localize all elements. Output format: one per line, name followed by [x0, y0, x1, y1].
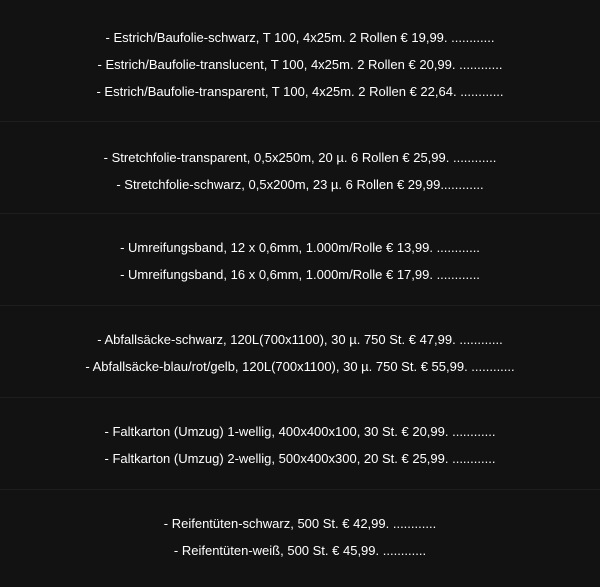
list-item: - Faltkarton (Umzug) 1-wellig, 400x400x100, 30 St. € 20,99. ............: [104, 424, 496, 439]
list-item: - Faltkarton (Umzug) 2-wellig, 500x400x300, 20 St. € 25,99. ............: [104, 451, 496, 466]
product-group-abfallsaecke: [0, 305, 600, 398]
list-item: - Estrich/Baufolie-translucent, T 100, 4x25m. 2 Rollen € 20,99. ............: [97, 57, 503, 72]
list-item: - Reifentüten-schwarz, 500 St. € 42,99. ............: [163, 516, 437, 531]
list-item: - Umreifungsband, 16 x 0,6mm, 1.000m/Rolle € 17,99. ............: [120, 267, 480, 282]
list-item: - Stretchfolie-transparent, 0,5x250m, 20 µ. 6 Rollen € 25,99. ............: [103, 150, 497, 165]
list-item: - Abfallsäcke-blau/rot/gelb, 120L(700x1100), 30 µ. 750 St. € 55,99. ............: [85, 359, 515, 374]
list-item: - Stretchfolie-schwarz, 0,5x200m, 23 µ. 6 Rollen € 29,99............: [116, 177, 484, 192]
list-item: - Abfallsäcke-schwarz, 120L(700x1100), 30 µ. 750 St. € 47,99. ............: [97, 332, 503, 347]
list-item: - Reifentüten-weiß, 500 St. € 45,99. ............: [173, 543, 427, 558]
product-group-reifentueten: [0, 489, 600, 587]
list-item: - Estrich/Baufolie-transparent, T 100, 4x25m. 2 Rollen € 22,64. ............: [96, 84, 504, 99]
product-group-stretchfolie: [0, 121, 600, 214]
product-group-faltkarton: [0, 397, 600, 490]
product-group-estrich-baufolie: [0, 0, 600, 121]
list-item: - Estrich/Baufolie-schwarz, T 100, 4x25m. 2 Rollen € 19,99. ............: [105, 30, 495, 45]
product-group-umreifungsband: [0, 213, 600, 306]
list-item: - Umreifungsband, 12 x 0,6mm, 1.000m/Rolle € 13,99. ............: [120, 240, 480, 255]
